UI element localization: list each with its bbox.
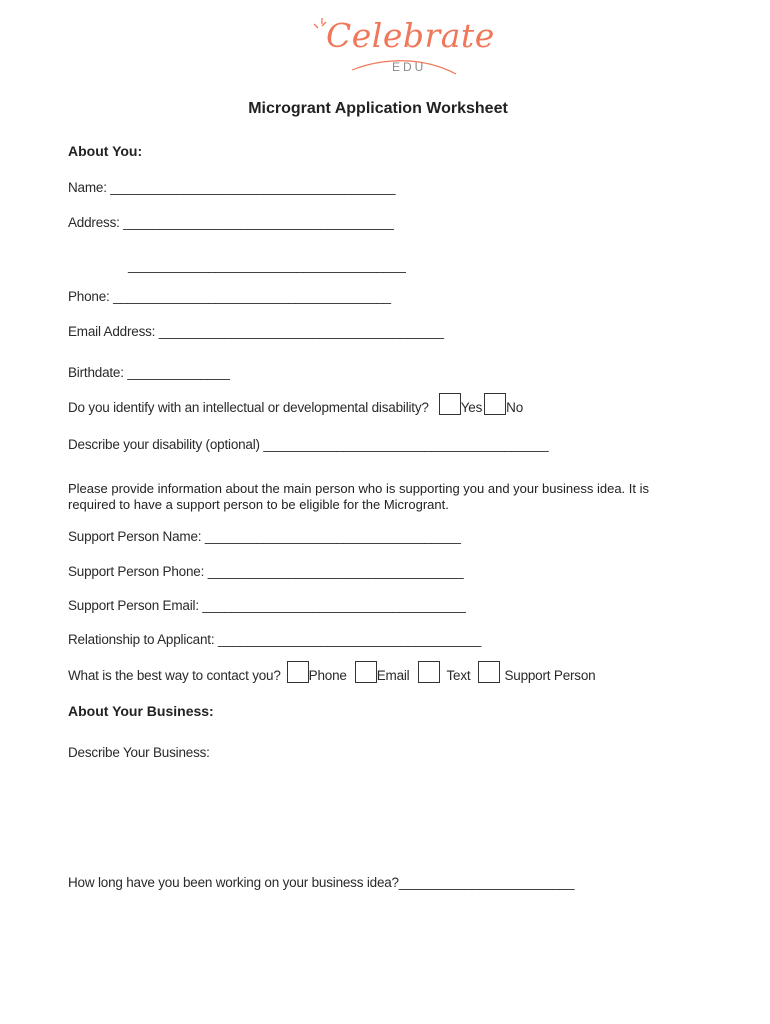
contact-support-person-label: Support Person [504,668,596,683]
no-checkbox[interactable] [484,393,506,415]
contact-phone-label: Phone [308,668,347,683]
contact-text-option[interactable] [418,661,470,683]
address-field[interactable]: Address: _____________________________________ [68,215,394,230]
logo-edu-text: EDU [392,60,427,74]
contact-email-label: Email [376,668,410,683]
support-person-phone-field[interactable]: Support Person Phone: ___________________________________ [68,564,464,579]
contact-method-row [68,655,595,683]
business-duration-field[interactable]: How long have you been working on your business idea?________________________ [68,875,575,890]
disability-question-label: Do you identify with an intellectual or developmental disability? [68,400,429,415]
contact-support-person-option[interactable] [478,661,595,683]
about-business-heading: About Your Business: [68,703,214,719]
disability-question-row [68,393,523,415]
page-title: Microgrant Application Worksheet [248,100,508,117]
address-line2-field[interactable]: ______________________________________ [128,258,406,273]
contact-question-label: What is the best way to contact you? [68,668,281,683]
disability-yes-option[interactable] [439,393,482,415]
describe-business-field[interactable]: Describe Your Business: [68,745,210,760]
contact-email-option[interactable] [355,661,410,683]
disability-no-option[interactable] [484,393,523,415]
phone-field[interactable]: Phone: ______________________________________ [68,289,391,304]
yes-checkbox[interactable] [439,393,461,415]
support-person-instructions: Please provide information about the main person who is supporting you and your business idea. It is required to have a support person to be eligible for the Microgrant. [68,481,650,512]
support-person-checkbox[interactable] [478,661,500,683]
logo-wordmark: Celebrate [326,16,495,55]
support-person-email-field[interactable]: Support Person Email: ____________________________________ [68,598,466,613]
yes-label: Yes [460,400,483,415]
relationship-field[interactable]: Relationship to Applicant: ____________________________________ [68,632,482,647]
birthdate-field[interactable]: Birthdate: ______________ [68,365,230,380]
text-checkbox[interactable] [418,661,440,683]
celebrate-edu-logo [312,14,495,80]
name-field[interactable]: Name: _______________________________________ [68,180,396,195]
about-you-heading: About You: [68,143,143,159]
contact-phone-option[interactable] [287,661,347,683]
contact-text-label: Text [446,668,471,683]
email-field[interactable]: Email Address: _______________________________________ [68,324,444,339]
email-checkbox[interactable] [355,661,377,683]
no-label: No [506,400,524,415]
describe-disability-field[interactable]: Describe your disability (optional) _______________________________________ [68,437,549,452]
phone-checkbox[interactable] [287,661,309,683]
support-person-name-field[interactable]: Support Person Name: ___________________________________ [68,529,461,544]
